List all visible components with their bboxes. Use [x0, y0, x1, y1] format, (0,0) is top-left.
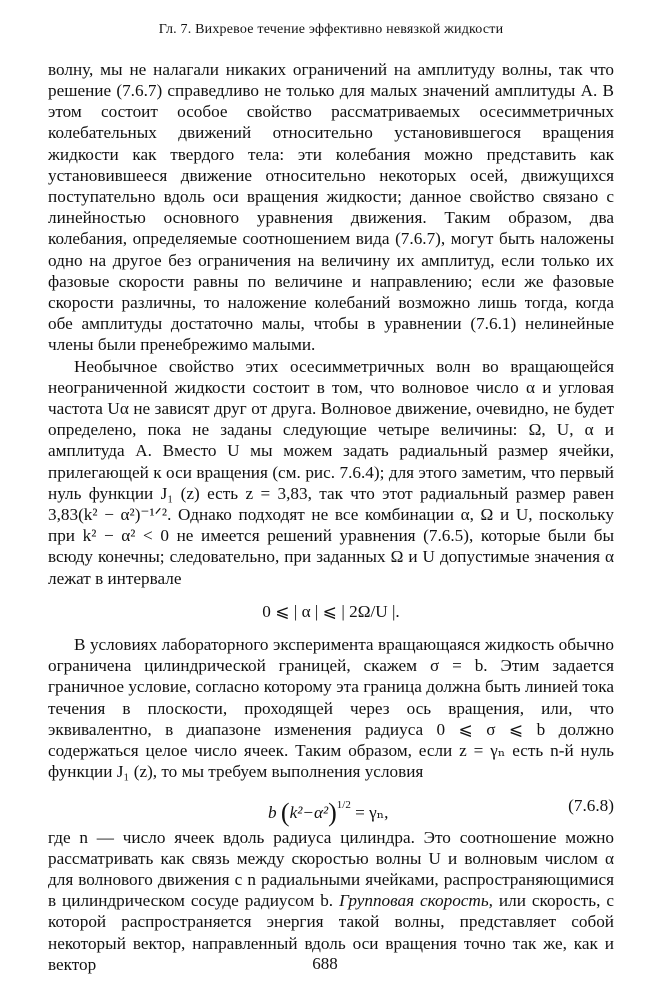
- running-header: Гл. 7. Вихревое течение эффективно невязкой жидкости: [158, 22, 504, 37]
- equation-7-6-8: [48, 789, 614, 827]
- formula-alpha-interval: 0 ⩽ | α | ⩽ | 2Ω/U |.: [262, 601, 400, 621]
- paragraph-1: волну, мы не налагали никаких ограничений на амплитуду волны, так что решение (7.6.7) справедливо не только для малых значений амплитуды A. В этом состоит особое свойство рассматриваемых осесимметричных колебательных движений относительно установившегося вращения жидкости как твердого тела: эти колебания можно представить как установившееся движение относительно некоторых осей, движущихся поступательно вдоль оси вращения жидкости; данное свойство связано с линейностью основного уравнения движения. Таким образом, два колебания, определяемые соотношением вида (7.6.7), могут быть наложены одно на другое без ограничения на величину их амплитуд, если только их фазовые скорости равны по величине и направлению; если же фазовые скорости различны, то наложение колебаний возможно лишь тогда, когда обе амплитуды достаточно малы, чтобы в уравнении (7.6.1) нелинейные члены были пренебрежимо малыми.: [48, 59, 614, 355]
- group-velocity-term: Групповая скорость,: [339, 891, 493, 911]
- paragraph-4-end: или скорость, с которой распространяется энергия такой волны, представляет собой некоторый вектор, направленный вдоль оси вращения точно так же, как и вектор: [48, 891, 615, 974]
- equation-lhs: b: [268, 802, 277, 822]
- book-page: [48, 22, 614, 975]
- page-number: 688: [312, 954, 338, 973]
- paragraph-4: [48, 827, 614, 975]
- equation-number: (7.6.8): [568, 795, 614, 815]
- equation-exponent: 1/2: [336, 798, 351, 811]
- equation-body: [268, 795, 389, 827]
- right-paren: ): [328, 797, 337, 827]
- left-paren: (: [280, 797, 290, 827]
- paragraph-4-start: где n — число ячеек вдоль радиуса цилиндра. Это соотношение можно рассматривать как связь между скоростью волны U и волновым числом α для волнового движения с n радиальными ячейками, распространяющимися в цилиндрическом сосуде радиусом b.: [48, 827, 614, 911]
- equation-inner: k²−α²: [289, 802, 329, 822]
- equation-rhs: = γₙ,: [355, 802, 389, 822]
- paragraph-3: В условиях лабораторного эксперимента вращающаяся жидкость обычно ограничена цилиндрической границей, скажем σ = b. Этим задается граничное условие, согласно которому эта граница должна быть линией тока течения в плоскости, проходящей через ось вращения, или, что эквивалентно, в диапазоне изменения радиуса 0 ⩽ σ ⩽ b должно содержаться целое число ячеек. Таким образом, если z = γₙ есть n-й нуль функции J₁ (z), то мы требуем выполнения условия: [48, 635, 614, 782]
- paragraph-2: Необычное свойство этих осесимметричных волн во вращающейся неограниченной жидкости состоит в том, что волновое число α и угловая частота Uα не зависят друг от друга. Волновое движение, очевидно, не будет определено, пока не заданы следующие четыре величины: Ω, U, α и амплитуда A. Вместо U мы можем задать радиальный размер ячейки, прилегающей к оси вращения (см. рис. 7.6.4); для этого заметим, что первый нуль функции J₁ (z) есть z = 3,83, так что этот радиальный размер равен 3,83(k² − α²)⁻¹ᐟ². Однако подходят не все комбинации α, Ω и U, поскольку при k² − α² < 0 не имеется решений уравнения (7.6.5), которые были бы всюду конечны; следовательно, при заданных Ω и U допустимые значения α лежат в интервале: [48, 356, 614, 588]
